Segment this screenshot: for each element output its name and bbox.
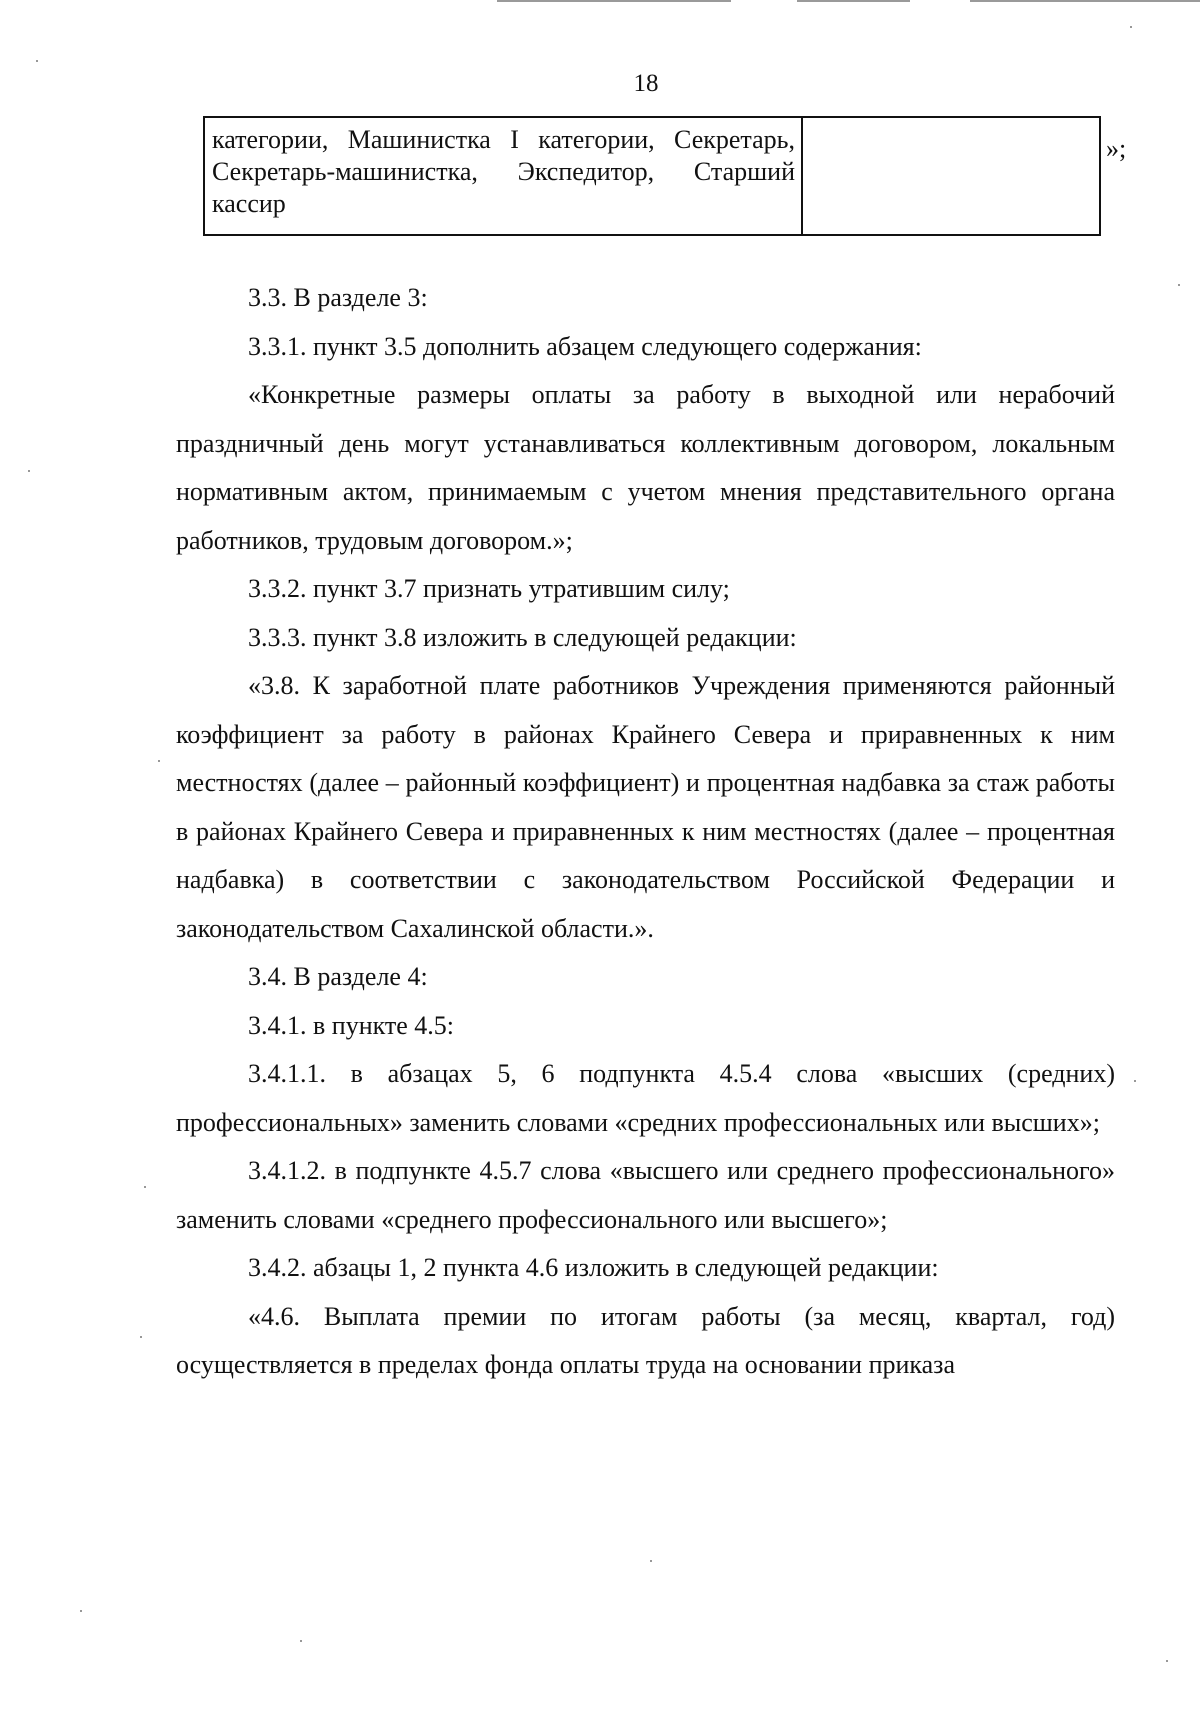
page-number: 18 — [633, 70, 659, 97]
scan-speck — [144, 1186, 146, 1188]
document-body — [176, 274, 1115, 1390]
scan-speck — [1178, 284, 1180, 286]
paragraph-item-3-4-1-1: 3.4.1.1. в абзацах 5, 6 подпункта 4.5.4 слова «высших (средних) профессиональных» заменить словами «средних профессиональных или высших»; — [176, 1059, 1115, 1137]
paragraph-section-3-3: 3.3. В разделе 3: — [248, 283, 428, 312]
scan-speck — [80, 1610, 82, 1612]
paragraph-item-3-4-1-2: 3.4.1.2. в подпункте 4.5.7 слова «высшего или среднего профессионального» заменить словами «среднего профессионального или высшего»; — [176, 1156, 1115, 1234]
paragraph-item-3-3-1: 3.3.1. пункт 3.5 дополнить абзацем следующего содержания: — [248, 331, 922, 361]
table-cell-line: кассир — [212, 189, 286, 218]
table-cell-empty — [803, 118, 1099, 234]
top-scan-line — [497, 0, 731, 2]
scan-speck — [158, 760, 160, 762]
scan-speck — [300, 1640, 302, 1642]
scan-speck — [1130, 26, 1132, 28]
table-cell-positions — [205, 118, 803, 234]
table-cell-line: Секретарь-машинистка, Экспедитор, Старший — [212, 157, 795, 186]
top-scan-line — [970, 0, 1200, 2]
top-scan-line — [797, 0, 910, 2]
paragraph-item-3-3-3: 3.3.3. пункт 3.8 изложить в следующей редакции: — [248, 622, 797, 652]
scan-speck — [650, 1560, 652, 1562]
paragraph-quote-3-8: «3.8. К заработной плате работников Учреждения применяются районный коэффициент за работу в районах Крайнего Севера и приравненных к ним местностях (далее – районный коэффициент) и процентная надбавка за стаж работы в районах Крайнего Севера и приравненных к ним местностях (далее – процентная надбавка) в соответствии с законодательством Российской Федерации и законодательством Сахалинской области.». — [176, 671, 1115, 943]
scan-speck — [36, 60, 38, 62]
continuation-table — [203, 116, 1101, 236]
paragraph-quote-4-6: «4.6. Выплата премии по итогам работы (за месяц, квартал, год) осуществляется в пределах фонда оплаты труда на основании приказа — [176, 1301, 1115, 1379]
table-cell-line: категории, Машинистка I категории, Секретарь, — [212, 125, 795, 154]
paragraph-section-3-4: 3.4. В разделе 4: — [248, 962, 428, 991]
scan-speck — [28, 470, 30, 472]
closing-quote-mark: »; — [1106, 134, 1127, 163]
scan-speck — [1166, 1660, 1168, 1662]
paragraph-item-3-4-1: 3.4.1. в пункте 4.5: — [248, 1010, 455, 1040]
paragraph-item-3-4-2: 3.4.2. абзацы 1, 2 пункта 4.6 изложить в следующей редакции: — [248, 1253, 939, 1282]
paragraph-item-3-3-2: 3.3.2. пункт 3.7 признать утратившим силу; — [248, 574, 730, 603]
scan-speck — [1134, 1080, 1136, 1082]
scan-speck — [140, 1336, 142, 1338]
paragraph-quote-payment-sizes: «Конкретные размеры оплаты за работу в выходной или нерабочий праздничный день могут устанавливаться коллективным договором, локальным нормативным актом, принимаемым с учетом мнения представительного органа работников, трудовым договором.»; — [176, 380, 1115, 555]
